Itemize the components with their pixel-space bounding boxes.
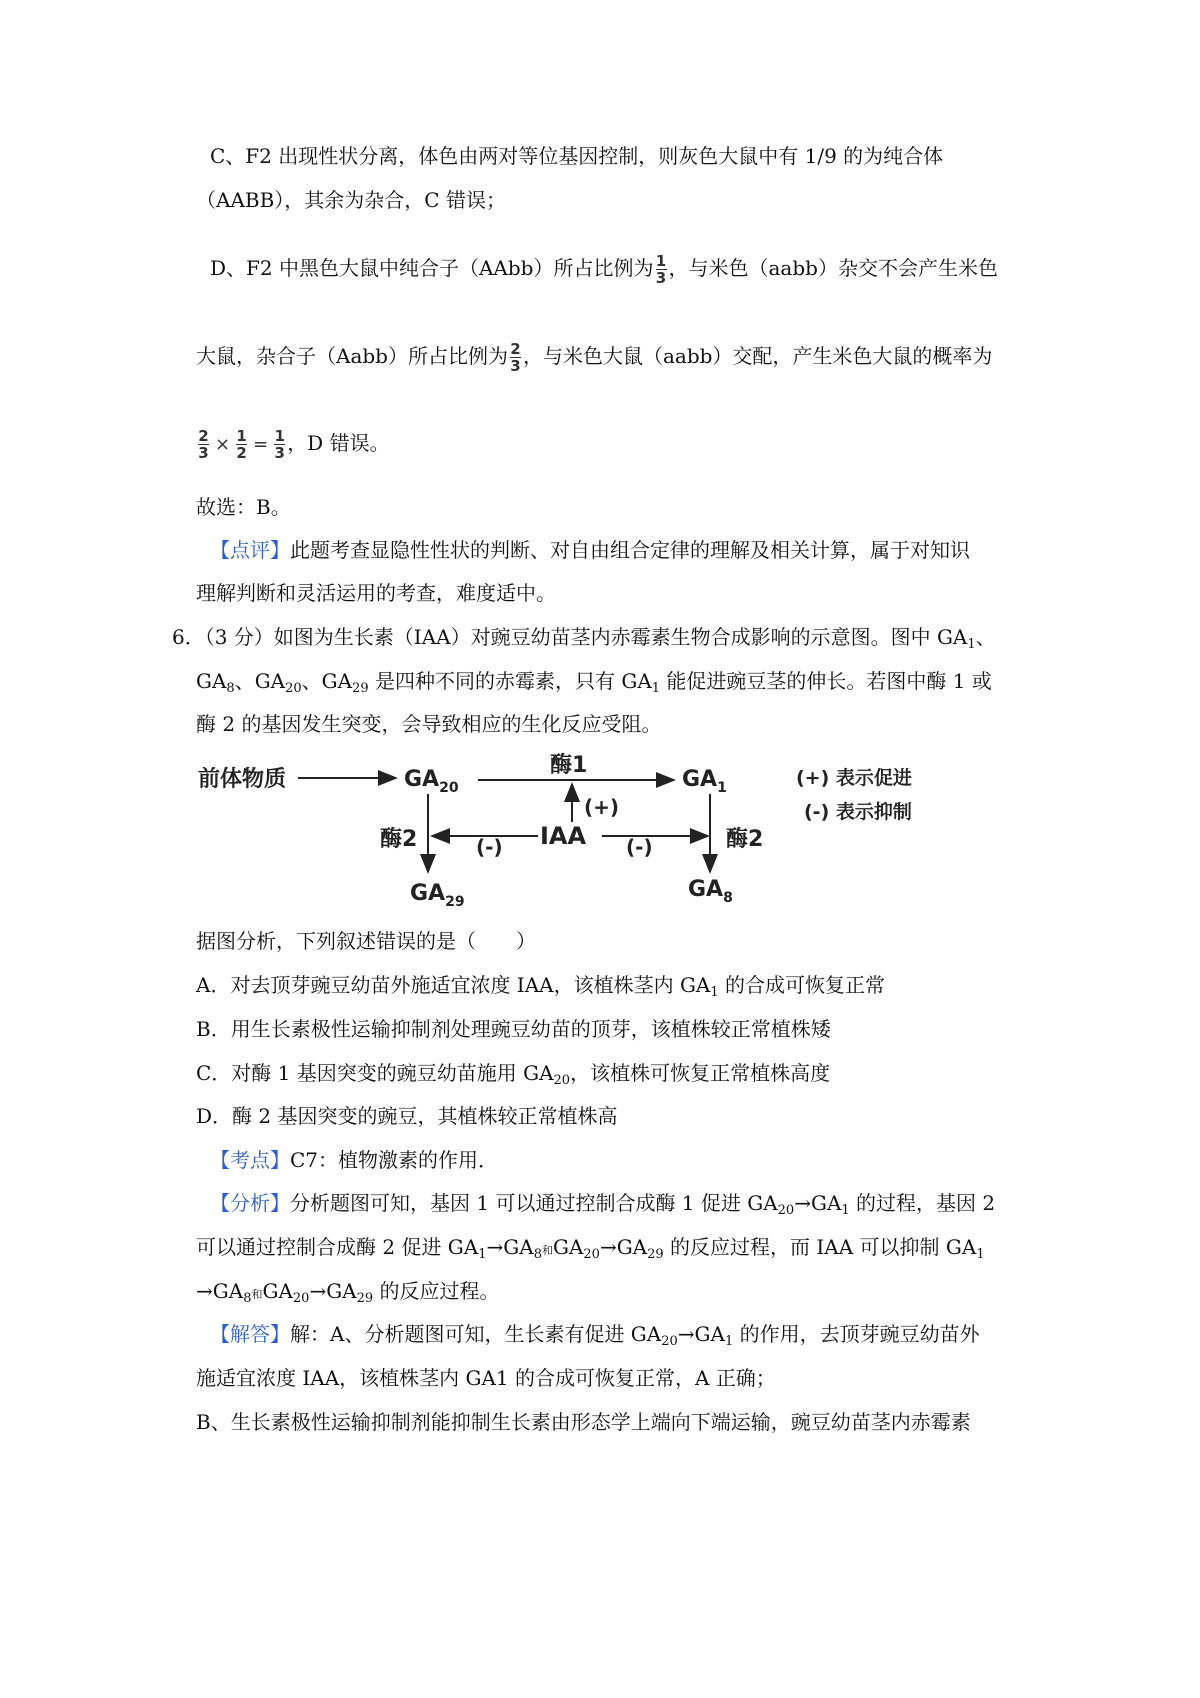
question-line: $GA_8$、$GA_{20}$、$GA_{29}$ 是四种不同的赤霉素，只有 $GA_1$ 能促进豌豆茎的伸长。若图中酶 1 或 (196, 669, 992, 696)
enzyme1-label: 酶1 (550, 753, 588, 778)
option-d: D．酶 2 基因突变的豌豆，其植株较正常植株高 (196, 1104, 618, 1128)
promote-sign: (+) (584, 795, 620, 819)
enzyme2-label-left: 酶2 (380, 827, 418, 852)
iaa-label: IAA (540, 822, 587, 850)
option-b: B．用生长素极性运输抑制剂处理豌豆幼苗的顶芽，该植株较正常植株矮 (196, 1017, 831, 1041)
text-line: 理解判断和灵活运用的考查，难度适中。 (196, 581, 556, 605)
text-line: （AABB），其余为杂合，C 错误； (196, 188, 506, 212)
legend-inhibit: (-) 表示抑制 (804, 801, 912, 823)
kaodian-tag: 【考点】 (210, 1148, 290, 1172)
analysis-line: 【分析】分析题图可知，基因 1 可以通过控制合成酶 1 促进 $GA_{20}\to GA_1$ 的过程，基因 2 (210, 1191, 996, 1218)
analysis-line: 可以通过控制合成酶 2 促进 $GA_1\to GA_8$和$GA_{20}\to GA_{29}$ 的反应过程，而 IAA 可以抑制 $GA_1$ (196, 1235, 985, 1262)
fraction-one-half: $\frac{1}{2}$ (236, 427, 247, 462)
fraction-two-thirds: $\frac{2}{3}$ (510, 340, 521, 375)
formula-line: $\frac{2}{3}$ × $\frac{1}{2}$ = $\frac{1}{3}$ ，D 错误。 (198, 427, 390, 462)
precursor-label: 前体物质 (198, 767, 287, 792)
analysis-line: $\to GA_8$和$GA_{20}\to GA_{29}$ 的反应过程。 (196, 1279, 500, 1306)
fraction-one-third: $\frac{1}{3}$ (655, 252, 667, 287)
enzyme2-label-right: 酶2 (726, 827, 764, 852)
option-c: C．对酶 1 基因突变的豌豆幼苗施用 $GA_{20}$，该植株可恢复正常植株高度 (196, 1061, 831, 1088)
inhibit-sign-right: (-) (626, 835, 653, 859)
legend-promote: (+) 表示促进 (796, 767, 912, 789)
solution-line: 施适宜浓度 IAA，该植株茎内 GA1 的合成可恢复正常，A 正确； (196, 1366, 776, 1390)
inhibit-sign-left: (-) (476, 835, 503, 859)
question-line: 6．（3 分）如图为生长素（IAA）对豌豆幼苗茎内赤霉素生物合成影响的示意图。图中 $GA_1$、 (172, 625, 996, 652)
kaodian-line: 【考点】C7：植物激素的作用． (210, 1148, 499, 1172)
question-stem: 据图分析，下列叙述错误的是（ ） (196, 929, 536, 953)
analysis-tag: 【分析】 (210, 1191, 290, 1215)
comment-tag: 【点评】 (210, 538, 290, 562)
solution-tag: 【解答】 (210, 1322, 290, 1346)
answer-line: 故选：B。 (196, 495, 291, 519)
option-a: A．对去顶芽豌豆幼苗外施适宜浓度 IAA，该植株茎内 $GA_1$ 的合成可恢复正常 (196, 973, 886, 1000)
solution-line: B、生长素极性运输抑制剂能抑制生长素由形态学上端向下端运输，豌豆幼苗茎内赤霉素 (196, 1410, 971, 1434)
text-line: C、F2 出现性状分离，体色由两对等位基因控制，则灰色大鼠中有 1/9 的为纯合体 (210, 144, 944, 168)
text-line: D、F2 中黑色大鼠中纯合子（AAbb）所占比例为 $\frac{1}{3}$ ，与米色（aabb）杂交不会产生米色 (210, 252, 998, 287)
ga29-label: $GA_{29}$ (410, 881, 465, 910)
solution-line: 【解答】解：A、分析题图可知，生长素有促进 $GA_{20}\to GA_1$ 的作用，去顶芽豌豆幼苗外 (210, 1322, 980, 1349)
text-line: 大鼠，杂合子（Aabb）所占比例为 $\frac{2}{3}$ ，与米色大鼠（aabb）交配，产生米色大鼠的概率为 (196, 340, 993, 375)
comment-line: 【点评】此题考查显隐性性状的判断、对自由组合定律的理解及相关计算，属于对知识 (210, 538, 970, 562)
gibberellin-pathway-diagram (190, 750, 970, 915)
fraction-one-third: $\frac{1}{3}$ (274, 427, 285, 462)
fraction-two-thirds: $\frac{2}{3}$ (198, 427, 209, 462)
ga1-label: $GA_1$ (682, 767, 727, 796)
ga20-label: $GA_{20}$ (404, 767, 459, 796)
ga8-label: $GA_8$ (688, 877, 733, 906)
question-line: 酶 2 的基因发生突变，会导致相应的生化反应受阻。 (196, 712, 662, 736)
